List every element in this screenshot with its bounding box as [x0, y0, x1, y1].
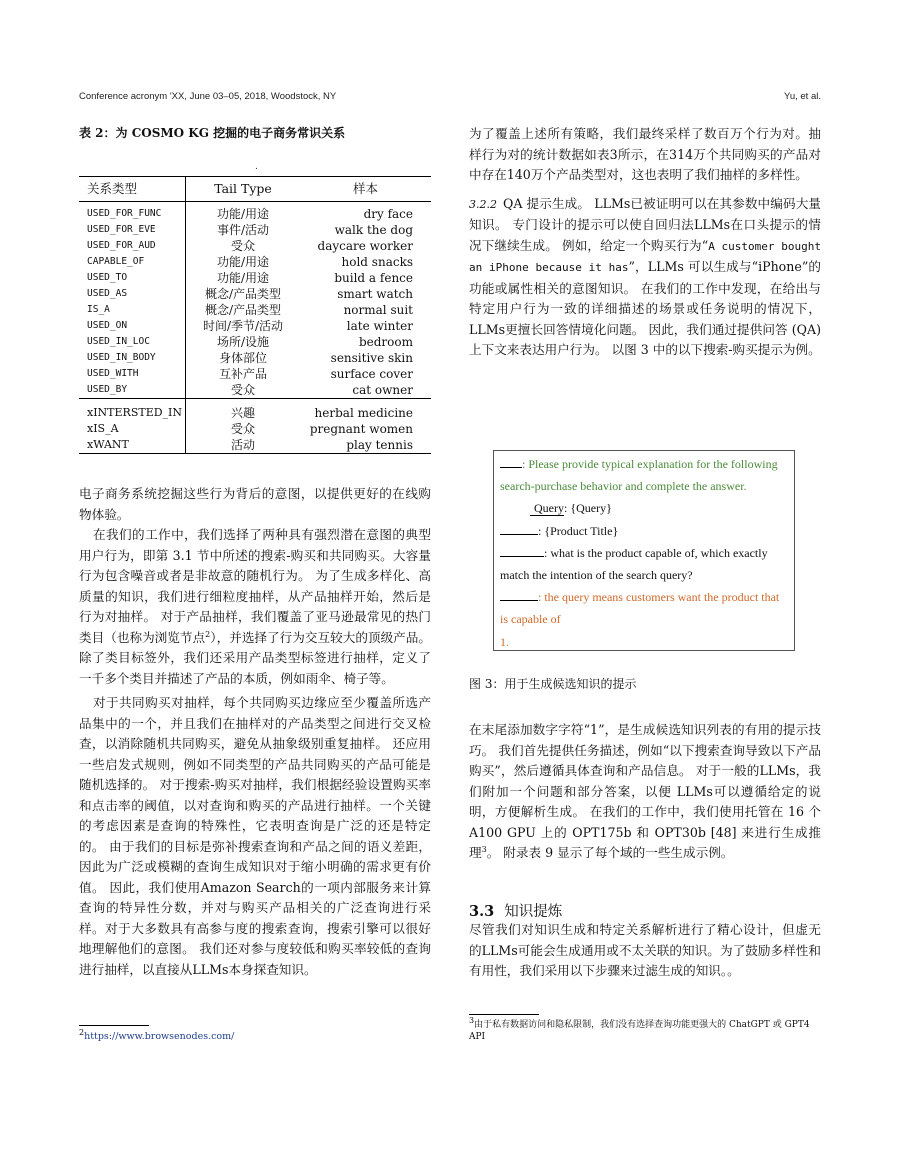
section-number: 3.3 [469, 903, 495, 920]
tail-type-cell: 受众 [230, 422, 255, 436]
tail-type-cell: 兴趣 [230, 406, 255, 420]
subsection-text-b: ”，LLMs 可以生成与“iPhone”的功能或属性相关的意图知识。 在我们的工作中发现，在给出与特定用户行为一致的详细描述的场景或任务说明的情况下，LLMs更擅长回答情境化问题。 因此，我们通过提供问答 (QA) 上下文来表达用户行为。 以图 3 中的以下搜索-购买提示为例。 [469, 259, 821, 357]
tail-type-cell: 事件/活动 [216, 223, 270, 237]
paragraph-2-part-b: ），并选择了行为交互较大的顶级产品。 除了类目标签外，我们还采用产品类型标签进行抽样，定义了一千多个类目并描述了产品的本质，例如雨伞、椅子等。 [79, 629, 432, 686]
right-column-bottom [469, 920, 821, 982]
paragraph-after-figure-end: 。 附录表 9 显示了每个域的一些生成示例。 [486, 845, 734, 860]
example-cell: smart watch [337, 287, 413, 301]
paragraph-after-figure-text: 在末尾添加数字字符“1”，是生成候选知识列表的有用的提示技巧。 我们首先提供任务描述，例如“以下搜索查询导致以下产品购买”，然后遵循具体查询和产品信息。 对于一般的LLMs，我们附加一个问题和部分答案，以便 LLMs可以遵循给定的说明，方便解析生成。 在我们的工作中，我们使用托管在 16 个 A100 GPU 上的 OPT175b 和 OPT30b [48] 来进行生成推理 [469, 722, 821, 860]
prompt-line-8: is capable of [500, 612, 561, 627]
relation-cell: USED_IN_BODY [79, 350, 186, 366]
example-cell: hold snacks [341, 255, 413, 269]
example-cell: normal suit [343, 303, 413, 317]
tail-type-cell: 概念/产品类型 [204, 287, 282, 301]
section-3-3-heading [469, 900, 562, 921]
relation-cell: USED_WITH [79, 366, 186, 382]
tail-type-cell: 功能/用途 [216, 271, 270, 285]
running-header-left: Conference acronym 'XX, June 03–05, 2018, Woodstock, NY [79, 91, 337, 102]
prompt-blank [500, 588, 538, 601]
table-row [79, 238, 431, 254]
prompt-query-value: : {Query} [564, 501, 612, 516]
paragraph-2 [79, 525, 431, 689]
relation-cell: USED_BY [79, 382, 186, 399]
prompt-line-2: search-purchase behavior and complete the answer. [500, 479, 747, 494]
prompt-product-value: : {Product Title} [538, 523, 619, 538]
paragraph-2-part-a: 在我们的工作中，我们选择了两种具有强烈潜在意图的典型用户行为，即第 3.1 节中所述的搜索-购买和共同购买。大容量行为包含噪音或者是非故意的随机行为。 为了生成多样化、高质量的知识，我们进行细粒度抽样，从产品抽样开始，然后是行为对抽样。 对于产品抽样，我们覆盖了亚马逊最常见的热门类目（也称为浏览节点 [79, 527, 431, 645]
relation-cell: CAPABLE_OF [79, 254, 186, 270]
tail-type-cell: 受众 [230, 239, 255, 253]
tail-type-cell: 功能/用途 [216, 255, 270, 269]
prompt-blank [500, 522, 538, 535]
relation-cell: USED_FOR_EVE [79, 222, 186, 238]
prompt-question-text: : what is the product capable of, which exactly [544, 545, 768, 560]
footnote-2-mark: 2 [79, 1027, 85, 1037]
example-cell: bedroom [358, 335, 413, 349]
relation-cell: xINTERSTED_IN [79, 399, 186, 422]
footnote-rule-right [469, 1014, 539, 1015]
example-cell: build a fence [334, 271, 413, 285]
example-cell: late winter [346, 319, 413, 333]
tail-type-cell: 功能/用途 [216, 207, 270, 221]
relation-table [79, 176, 431, 454]
inline-code-example: A customer bought an iPhone because it has [469, 239, 821, 274]
table-row [79, 202, 431, 223]
example-cell: walk the dog [334, 223, 413, 237]
relation-cell: USED_TO [79, 270, 186, 286]
prompt-line-7 [500, 586, 790, 608]
prompt-line-3 [500, 497, 790, 519]
table-row [79, 254, 431, 270]
prompt-line-5 [500, 542, 790, 564]
footnote-2 [79, 1027, 235, 1042]
example-cell: cat owner [352, 383, 413, 397]
example-cell: play tennis [346, 438, 413, 452]
table-row [79, 222, 431, 238]
subsection-text-a: QA 提示生成。 LLMs已被证明可以在其参数中编码大量知识。 专门设计的提示可以使自回归法LLMs在口头提示的情况下继续生成。 例如，给定一个购买行为“ [469, 195, 821, 253]
example-cell: surface cover [330, 367, 413, 381]
tail-type-cell: 受众 [230, 383, 255, 397]
table-row [79, 286, 431, 302]
header-tail-type: Tail Type [214, 180, 272, 196]
table-row [79, 382, 431, 399]
header-relation-type: 关系类型 [79, 177, 186, 202]
prompt-answer-text: : the query means customers want the product that [538, 590, 780, 605]
table-group-product [79, 202, 431, 399]
section-title: 知识提炼 [504, 904, 563, 920]
header-example: 样本 [352, 181, 378, 196]
footnote-2-link[interactable]: https://www.browsenodes.com/ [84, 1031, 235, 1042]
tail-type-cell: 身体部位 [218, 351, 267, 365]
running-header-right: Yu, et al. [784, 91, 821, 102]
table-row [79, 270, 431, 286]
tail-type-cell: 互补产品 [218, 367, 267, 381]
footnote-3 [469, 1016, 821, 1043]
table-row [79, 437, 431, 454]
footnote-rule-left [79, 1025, 149, 1026]
relation-cell: USED_IN_LOC [79, 334, 186, 350]
prompt-query-label: Query [530, 501, 564, 516]
subsection-number: 3.2.2 [469, 197, 497, 211]
relation-cell: USED_FOR_FUNC [79, 202, 186, 223]
prompt-blank [500, 500, 530, 512]
table-header-row [79, 177, 431, 202]
paragraph-3: 对于共同购买对抽样，每个共同购买边缘应至少覆盖所选产品集中的一个，并且我们在抽样对的产品类型之间进行交叉检查，以消除随机共同购买，避免从抽象级别重复抽样。 还应用一些启发式规则，例如不同类型的产品共同购买的产品可能是随机选择的。 对于搜索-购买对抽样，我们根据经验设置购买率和点击率的阈值，以对查询和购买的产品进行抽样。一个关键的考虑因素是查询的特殊性，它表明查询是广泛的还是特定的。 由于我们的目标是弥补搜索查询和产品之间的语义差距，因此为广泛或模糊的查询生成知识对于缩小明确的需求更有价值。 因此，我们使用Amazon Search的一项内部服务来计算查询的特异性分数，并对与购买产品相关的广泛查询进行采样。对于大多数具有高参与度的搜索查询，搜索引擎可以很好地理解他们的意图。 我们还对参与度较低和购买率较低的查询进行抽样，以直接从LLMs本身探查知识。 [79, 695, 431, 977]
example-cell: pregnant women [309, 422, 413, 436]
tail-type-cell: 活动 [230, 438, 255, 452]
footnote-3-text: 由于私有数据访问和隐私限制，我们没有选择查询功能更强大的 ChatGPT 或 GPT4 API [469, 1020, 810, 1042]
table-row [79, 334, 431, 350]
paragraph-sampling-summary: 为了覆盖上述所有策略，我们最终采样了数百万个行为对。抽样行为对的统计数据如表3所示，在314万个共同购买的产品对中存在140万个产品类型对，这也表明了我们抽样的多样性。 [469, 126, 821, 182]
prompt-line-6: match the intention of the search query? [500, 568, 693, 583]
tail-type-cell: 场所/设施 [216, 335, 270, 349]
relation-cell: xWANT [79, 437, 186, 454]
right-column-middle [469, 720, 821, 864]
relation-cell: USED_AS [79, 286, 186, 302]
table-row [79, 302, 431, 318]
example-cell: daycare worker [317, 239, 413, 253]
paragraph-after-figure [469, 720, 821, 864]
example-cell: sensitive skin [330, 351, 413, 365]
prompt-line-4 [500, 520, 790, 542]
prompt-figure [493, 450, 795, 651]
table-caption: 表 2：为 COSMO KG 挖掘的电子商务常识关系 [79, 126, 346, 140]
prompt-blank [500, 544, 544, 557]
table-stray-mark: . [255, 162, 258, 172]
tail-type-cell: 概念/产品类型 [204, 303, 282, 317]
table-row [79, 318, 431, 334]
right-column-top [469, 124, 821, 361]
paragraph-1: 电子商务系统挖掘这些行为背后的意图，以提供更好的在线购物体验。 [79, 486, 431, 522]
example-cell: dry face [363, 207, 413, 221]
table-row [79, 399, 431, 422]
prompt-line-9: 1. [500, 634, 509, 649]
footnote-ref-2[interactable]: 2 [205, 629, 211, 639]
relation-cell: IS_A [79, 302, 186, 318]
tail-type-cell: 时间/季节/活动 [202, 319, 284, 333]
left-column-text [79, 484, 431, 980]
subsection-3-2-2 [469, 194, 821, 361]
prompt-line-1-text: : Please provide typical explanation for the following [522, 457, 778, 471]
prompt-line-1 [500, 453, 790, 475]
table-row [79, 350, 431, 366]
relation-cell: USED_FOR_AUD [79, 238, 186, 254]
paragraph-section-3-3: 尽管我们对知识生成和特定关系解析进行了精心设计，但虚无的LLMs可能会生成通用或不太关联的知识。为了鼓励多样性和有用性，我们采用以下步骤来过滤生成的知识。。 [469, 922, 821, 978]
footnote-ref-3[interactable]: 3 [481, 844, 487, 854]
table-group-user [79, 399, 431, 454]
relation-cell: xIS_A [79, 421, 186, 437]
table-row [79, 366, 431, 382]
prompt-blank [500, 455, 522, 468]
footnote-3-mark: 3 [469, 1016, 475, 1025]
figure-caption: 图 3：用于生成候选知识的提示 [469, 677, 637, 691]
example-cell: herbal medicine [314, 406, 413, 420]
relation-cell: USED_ON [79, 318, 186, 334]
table-row [79, 421, 431, 437]
